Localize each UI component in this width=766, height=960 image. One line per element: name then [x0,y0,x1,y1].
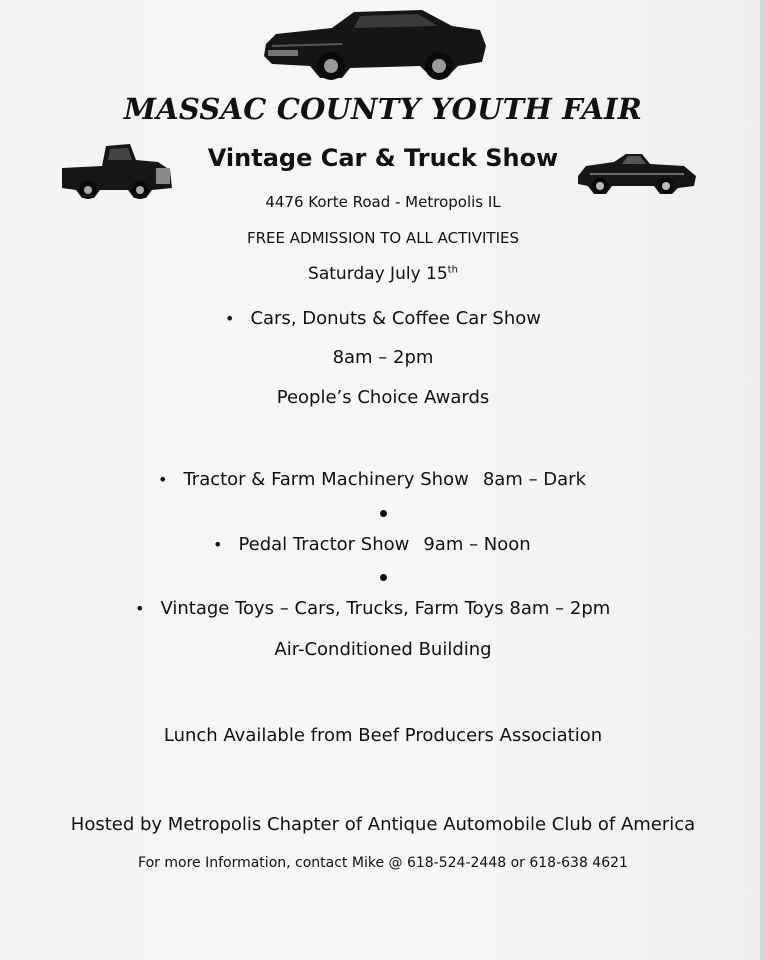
admission-note: FREE ADMISSION TO ALL ACTIVITIES [246,229,520,247]
bullet-icon: • [158,470,168,489]
event-name: Tractor & Farm Machinery Show [183,469,469,490]
event-time: 8am – 2pm [509,598,611,619]
flyer-subtitle: Vintage Car & Truck Show [207,144,559,172]
separator-dot-icon [380,510,387,517]
event-date-suffix: th [447,264,458,276]
event-time: 8am – Dark [482,469,587,490]
event-name: Vintage Toys – Cars, Trucks, Farm Toys [160,598,504,619]
separator-dot-icon [380,574,387,581]
event-time: 9am – Noon [423,534,531,555]
event-address: 4476 Korte Road - Metropolis IL [265,193,501,211]
bullet-icon: • [135,599,145,618]
event-item-pedal-tractor [213,534,531,555]
flyer-title: MASSAC COUNTY YOUTH FAIR [123,92,643,126]
contact-info: For more Information, contact Mike @ 618-524-2448 or 618-638 4621 [138,855,628,871]
event-name: Pedal Tractor Show [238,534,410,555]
event-date-text: Saturday July 15 [308,264,448,284]
bullet-icon: • [225,309,235,328]
event-note-awards: People’s Choice Awards [276,387,490,408]
muscle-car-icon [262,6,488,82]
event-date [0,264,766,284]
host-note: Hosted by Metropolis Chapter of Antique Automobile Club of America [70,814,696,835]
lunch-note: Lunch Available from Beef Producers Association [163,725,603,746]
event-item-vintage-toys [135,598,610,619]
event-note-building: Air-Conditioned Building [274,639,492,660]
event-time-car-show: 8am – 2pm [332,347,434,368]
event-item-car-show [225,308,541,329]
event-name: Cars, Donuts & Coffee Car Show [250,308,542,329]
bullet-icon: • [213,535,223,554]
event-item-tractor-show [158,469,586,490]
